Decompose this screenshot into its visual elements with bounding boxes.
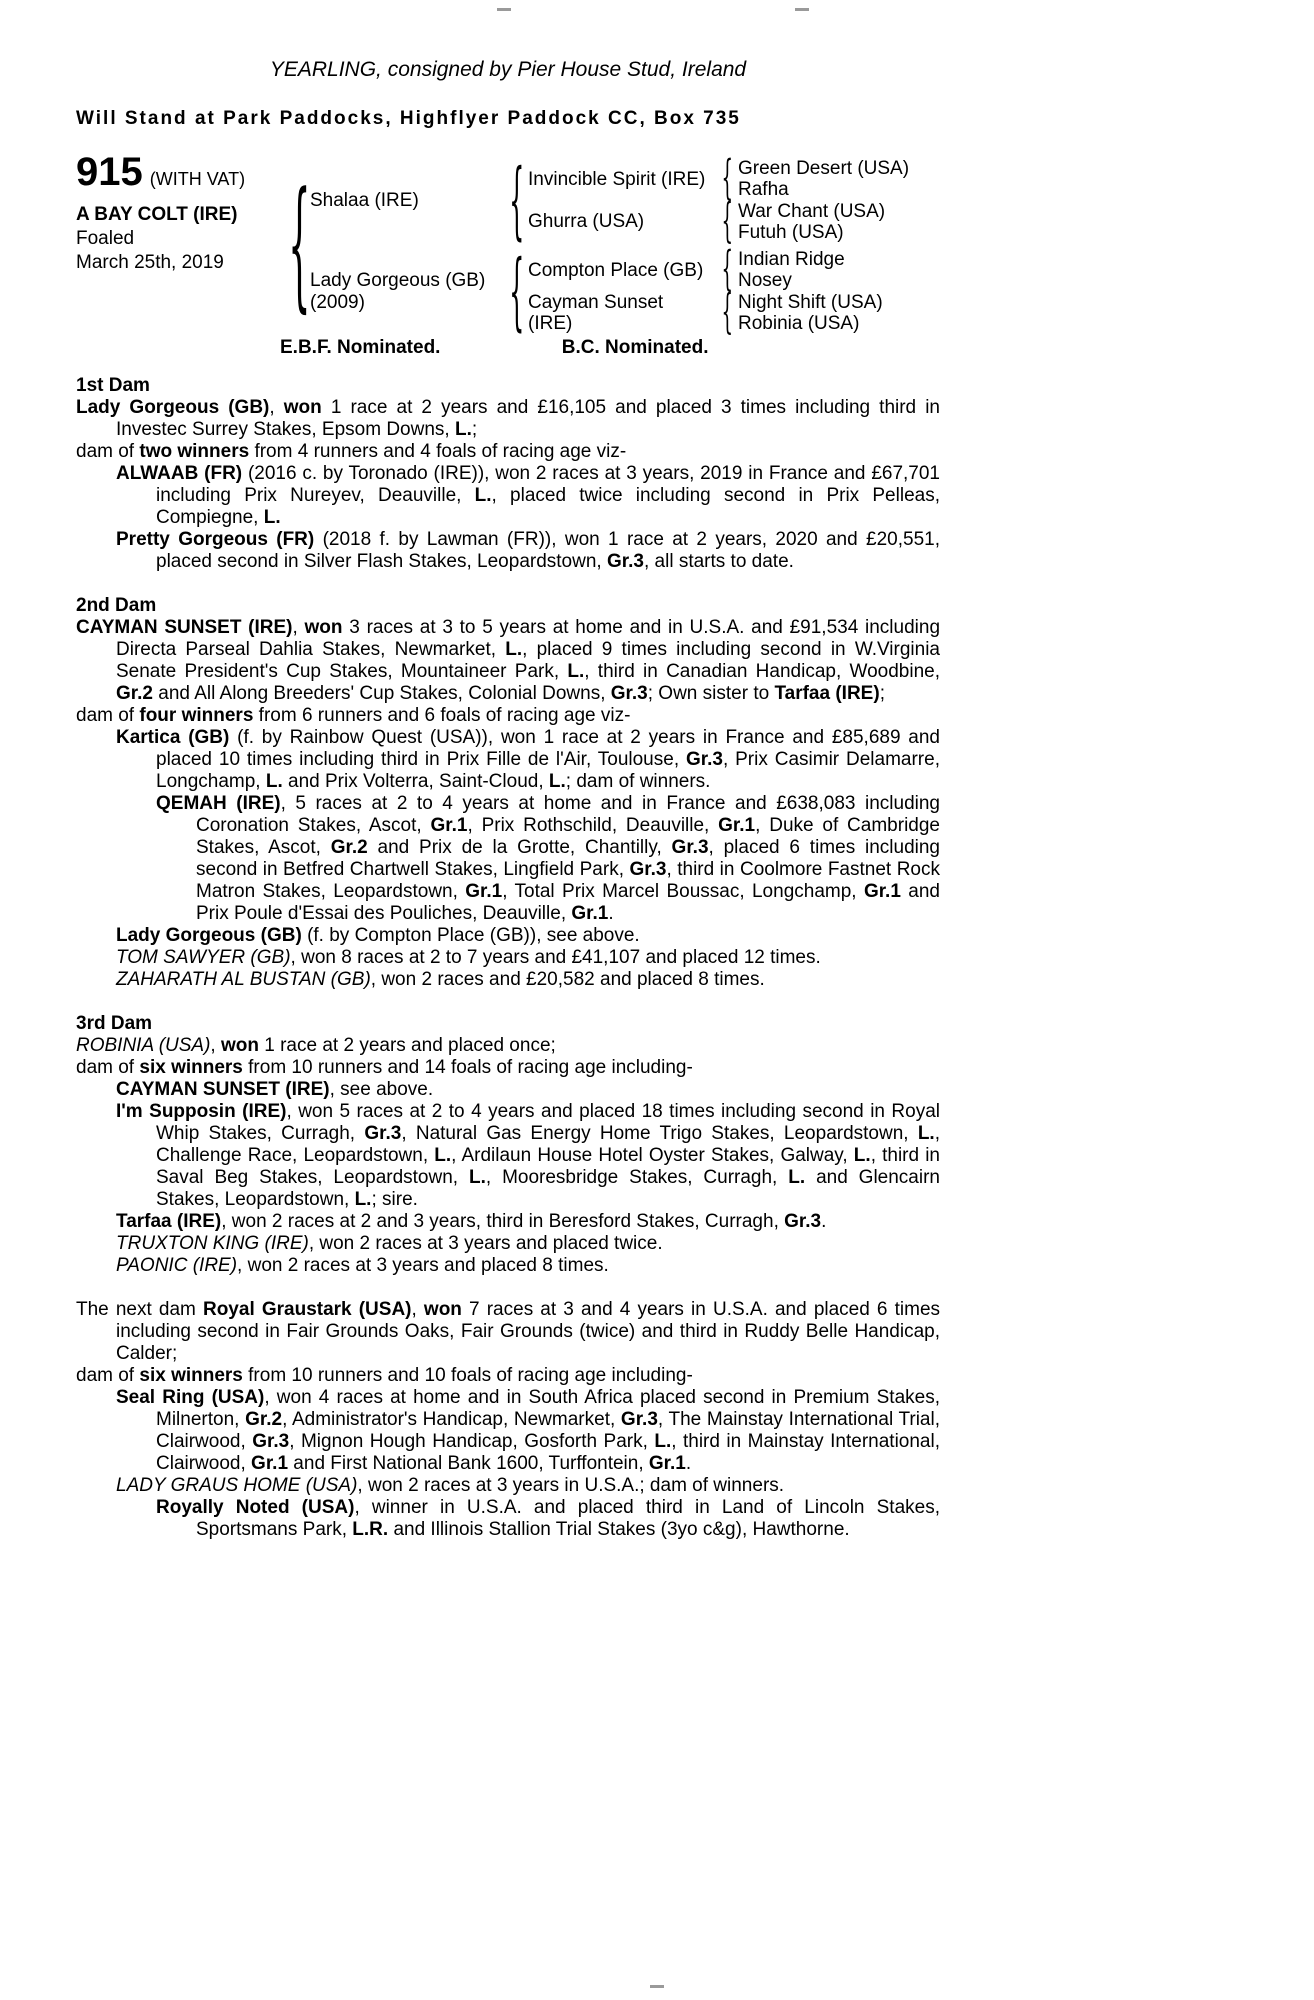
sire-name: Shalaa (IRE) <box>310 189 419 211</box>
pedigree-paragraph: Tarfaa (IRE), won 2 races at 2 and 3 years, third in Beresford Stakes, Curragh, Gr.3. <box>116 1211 827 1232</box>
pedigree-paragraph: CAYMAN SUNSET (IRE), won 3 races at 3 to 5 years at home and in U.S.A. and £91,534 including Directa Parseal Dahlia Stakes, Newmarket, L., placed 9 times including second in W.Virginia Senate President's Cup Stakes, Mountaineer Park, L., third in Canadian Handicap, Woodbine, Gr.2 and All Along Breeders' Cup Stakes, Colonial Downs, Gr.3; Own sister to Tarfaa (IRE); <box>76 617 941 704</box>
crop-mark <box>650 1985 664 1988</box>
pedigree-paragraph: QEMAH (IRE), 5 races at 2 to 4 years at home and in France and £638,083 including Coronation Stakes, Ascot, Gr.1, Prix Rothschild, Deauville, Gr.1, Duke of Cambridge Stakes, Ascot, Gr.2 and Prix de la Grotte, Chantilly, Gr.3, placed 6 times including second in Betfred Chartwell Stakes, Lingfield Park, Gr.3, third in Coolmore Fastnet Rock Matron Stakes, Leopardstown, Gr.1, Total Prix Marcel Boussac, Longchamp, Gr.1 and Prix Poule d'Essai des Pouliches, Deauville, Gr.1. <box>156 793 941 924</box>
ebf-nominated: E.B.F. Nominated. <box>280 337 441 358</box>
pedigree-brace-gen3: { <box>721 194 733 249</box>
grandparent-name: Compton Place (GB) <box>528 259 704 281</box>
pedigree-paragraph: dam of four winners from 6 runners and 6 foals of racing age viz- <box>76 705 631 726</box>
section-heading: 2nd Dam <box>76 595 157 616</box>
grandparent-name: Invincible Spirit (IRE) <box>528 168 706 190</box>
page-content <box>76 0 940 1541</box>
foaled-label: Foaled <box>76 228 135 249</box>
great-grandparent-pair <box>738 201 954 244</box>
pedigree-brace-gen2: { <box>509 243 525 340</box>
lot-description: A BAY COLT (IRE) <box>76 204 238 225</box>
pedigree-text <box>76 375 940 1541</box>
dam-name: Lady Gorgeous (GB) <box>310 269 486 291</box>
stand-location-line: Will Stand at Park Paddocks, Highflyer Paddock CC, Box 735 <box>76 108 741 129</box>
great-grandparent-name: Green Desert (USA) <box>738 158 910 180</box>
pedigree-paragraph: I'm Supposin (IRE), won 5 races at 2 to 4 years and placed 18 times including second in Royal Whip Stakes, Curragh, Gr.3, Natural Gas Energy Home Trigo Stakes, Leopardstown, L., Challenge Race, Leopardstown, L., Ardilaun House Hotel Oyster Stakes, Galway, L., third in Saval Beg Stakes, Leopardstown, L., Mooresbridge Stakes, Curragh, L. and Glencairn Stakes, Leopardstown, L.; sire. <box>116 1101 941 1210</box>
pedigree-tree <box>287 152 954 340</box>
pedigree-paragraph: Kartica (GB) (f. by Rainbow Quest (USA)), won 1 race at 2 years in France and £85,689 and placed 10 times including third in Prix Fille de l'Air, Toulouse, Gr.3, Prix Casimir Delamarre, Longchamp, L. and Prix Volterra, Saint-Cloud, L.; dam of winners. <box>116 727 940 792</box>
lot-number: 915 <box>76 150 143 194</box>
grandparent-row <box>528 152 954 207</box>
bc-nominated: B.C. Nominated. <box>561 337 709 358</box>
dam-cell <box>310 249 506 334</box>
grandsire-cell <box>528 249 716 292</box>
sire-grandparents <box>528 152 954 249</box>
great-grandparent-pair <box>738 158 954 201</box>
granddam-cell <box>528 201 716 244</box>
vat-note: (WITH VAT) <box>149 169 246 189</box>
pedigree-paragraph: ALWAAB (FR) (2016 c. by Toronado (IRE)), won 2 races at 3 years, 2019 in France and £67,701 including Prix Nureyev, Deauville, L., placed twice including second in Prix Pelleas, Compiegne, L. <box>116 463 940 528</box>
pedigree-paragraph: dam of six winners from 10 runners and 14 foals of racing age including- <box>76 1057 693 1078</box>
pedigree-paragraph: ZAHARATH AL BUSTAN (GB), won 2 races and £20,582 and placed 8 times. <box>116 969 765 990</box>
grandparent-name-line2: (IRE) <box>528 312 573 334</box>
great-grandparent-name: Night Shift (USA) <box>738 291 883 313</box>
pedigree-paragraph: Lady Gorgeous (GB), won 1 race at 2 years and £16,105 and placed 3 times including third in Investec Surrey Stakes, Epsom Downs, L.; <box>76 397 940 440</box>
granddam-cell <box>528 292 716 335</box>
section-heading: 3rd Dam <box>76 1013 153 1034</box>
section-2nd-dam <box>76 595 940 991</box>
great-grandparent-name: Nosey <box>738 270 792 292</box>
dam-half <box>310 243 954 340</box>
grandparent-row <box>528 194 954 249</box>
grandsire-cell <box>528 158 716 201</box>
section-3rd-dam <box>76 1013 940 1277</box>
pedigree-paragraph: The next dam Royal Graustark (USA), won 7 races at 3 and 4 years in U.S.A. and placed 6 times including second in Fair Grounds Oaks, Fair Grounds (twice) and third in Ruddy Belle Handicap, Calder; <box>76 1299 941 1364</box>
nominations-row <box>76 337 940 359</box>
pedigree-paragraph: dam of two winners from 4 runners and 4 foals of racing age viz- <box>76 441 627 462</box>
pedigree-paragraph: TOM SAWYER (GB), won 8 races at 2 to 7 years and £41,107 and placed 12 times. <box>116 947 821 968</box>
great-grandparent-pair <box>738 292 954 335</box>
grandparent-row <box>528 285 954 340</box>
pedigree-paragraph: ROBINIA (USA), won 1 race at 2 years and placed once; <box>76 1035 556 1056</box>
pedigree-paragraph: Pretty Gorgeous (FR) (2018 f. by Lawman (FR)), won 1 race at 2 years, 2020 and £20,551, placed second in Silver Flash Stakes, Leopardstown, Gr.3, all starts to date. <box>116 529 940 572</box>
pedigree-paragraph: PAONIC (IRE), won 2 races at 3 years and placed 8 times. <box>116 1255 609 1276</box>
pedigree-paragraph: TRUXTON KING (IRE), won 2 races at 3 years and placed twice. <box>116 1233 663 1254</box>
sire-cell <box>310 158 506 243</box>
pedigree-paragraph: Lady Gorgeous (GB) (f. by Compton Place (GB)), see above. <box>116 925 640 946</box>
pedigree-halves <box>310 152 954 340</box>
great-grandparent-name: War Chant (USA) <box>738 200 886 222</box>
grandparent-row <box>528 243 954 298</box>
pedigree-paragraph: Royally Noted (USA), winner in U.S.A. and placed third in Land of Lincoln Stakes, Sportsmans Park, L.R. and Illinois Stallion Trial Stakes (3yo c&g), Hawthorne. <box>156 1497 940 1540</box>
pedigree-paragraph: CAYMAN SUNSET (IRE), see above. <box>116 1079 434 1100</box>
pedigree-brace-gen3: { <box>721 152 733 207</box>
lot-block <box>76 150 940 340</box>
pedigree-paragraph: Seal Ring (USA), won 4 races at home and in South Africa placed second in Premium Stakes, Milnerton, Gr.2, Administrator's Handicap, Newmarket, Gr.3, The Mainstay International Trial, Clairwood, Gr.3, Mignon Hough Handicap, Gosforth Park, L., third in Mainstay International, Clairwood, Gr.1 and First National Bank 1600, Turffontein, Gr.1. <box>116 1387 940 1474</box>
great-grandparent-name: Rafha <box>738 179 789 201</box>
great-grandparent-pair <box>738 249 954 292</box>
section-next-dam <box>76 1299 940 1541</box>
pedigree-brace-gen2: { <box>509 152 525 249</box>
section-heading: 1st Dam <box>76 375 150 396</box>
sire-half <box>310 152 954 249</box>
lot-info <box>76 150 288 334</box>
grandparent-name: Ghurra (USA) <box>528 211 645 233</box>
pedigree-paragraph: LADY GRAUS HOME (USA), won 2 races at 3 years in U.S.A.; dam of winners. <box>116 1475 785 1496</box>
pedigree-brace-gen1: { <box>287 164 311 328</box>
great-grandparent-name: Indian Ridge <box>738 249 845 271</box>
dam-grandparents <box>528 243 954 340</box>
dam-name-line2: (2009) <box>310 291 365 313</box>
section-1st-dam <box>76 375 940 573</box>
pedigree-brace-gen3: { <box>721 243 733 298</box>
grandparent-name: Cayman Sunset <box>528 291 664 313</box>
lot-number-row <box>76 150 288 194</box>
pedigree-brace-gen3: { <box>721 285 733 340</box>
page-title: YEARLING, consigned by Pier House Stud, Ireland <box>269 58 747 81</box>
great-grandparent-name: Futuh (USA) <box>738 221 844 243</box>
foaled-date: March 25th, 2019 <box>76 252 224 273</box>
pedigree-paragraph: dam of six winners from 10 runners and 10 foals of racing age including- <box>76 1365 693 1386</box>
great-grandparent-name: Robinia (USA) <box>738 312 860 334</box>
